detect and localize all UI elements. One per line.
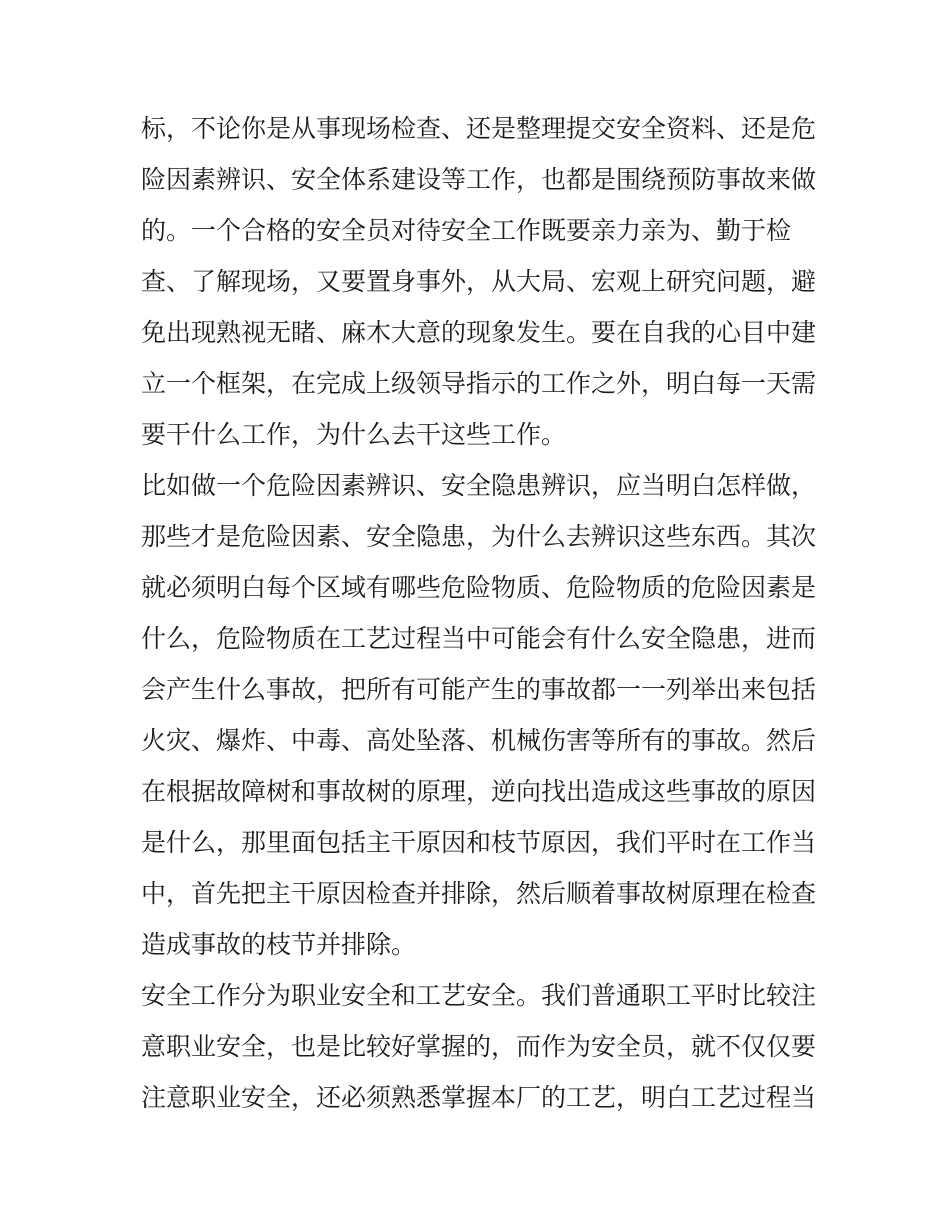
text-line: 比如做一个危险因素辨识、安全隐患辨识，应当明白怎样做， [141, 471, 817, 500]
text-line: 在根据故障树和事故树的原理，逆向找出造成这些事故的原因 [141, 777, 817, 806]
text-line: 什么，危险物质在工艺过程当中可能会有什么安全隐患，进而 [141, 624, 817, 653]
text-line: 注意职业安全，还必须熟悉掌握本厂的工艺，明白工艺过程当 [141, 1083, 817, 1112]
text-line: 安全工作分为职业安全和工艺安全。我们普通职工平时比较注 [141, 981, 817, 1010]
text-line: 标，不论你是从事现场检查、还是整理提交安全资料、还是危 [141, 114, 817, 143]
text-line: 会产生什么事故，把所有可能产生的事故都一一列举出来包括 [141, 675, 817, 704]
text-line: 那些才是危险因素、安全隐患，为什么去辨识这些东西。其次 [141, 522, 817, 551]
text-line: 火灾、爆炸、中毒、高处坠落、机械伤害等所有的事故。然后 [141, 726, 817, 755]
text-line: 中，首先把主干原因检查并排除，然后顺着事故树原理在检查 [141, 879, 817, 908]
text-line: 险因素辨识、安全体系建设等工作，也都是围绕预防事故来做 [141, 165, 817, 194]
text-line: 是什么，那里面包括主干原因和枝节原因，我们平时在工作当 [141, 828, 817, 857]
text-line: 要干什么工作，为什么去干这些工作。 [141, 420, 567, 449]
text-line: 立一个框架，在完成上级领导指示的工作之外，明白每一天需 [141, 369, 817, 398]
body-text [141, 103, 821, 1123]
text-line: 免出现熟视无睹、麻木大意的现象发生。要在自我的心目中建 [141, 318, 817, 347]
text-line: 意职业安全，也是比较好掌握的，而作为安全员，就不仅仅要 [141, 1032, 817, 1061]
text-line: 就必须明白每个区域有哪些危险物质、危险物质的危险因素是 [141, 573, 817, 602]
text-line: 的。一个合格的安全员对待安全工作既要亲力亲为、勤于检 [141, 216, 792, 245]
text-line: 造成事故的枝节并排除。 [141, 930, 417, 959]
text-line: 查、了解现场，又要置身事外，从大局、宏观上研究问题，避 [141, 267, 817, 296]
